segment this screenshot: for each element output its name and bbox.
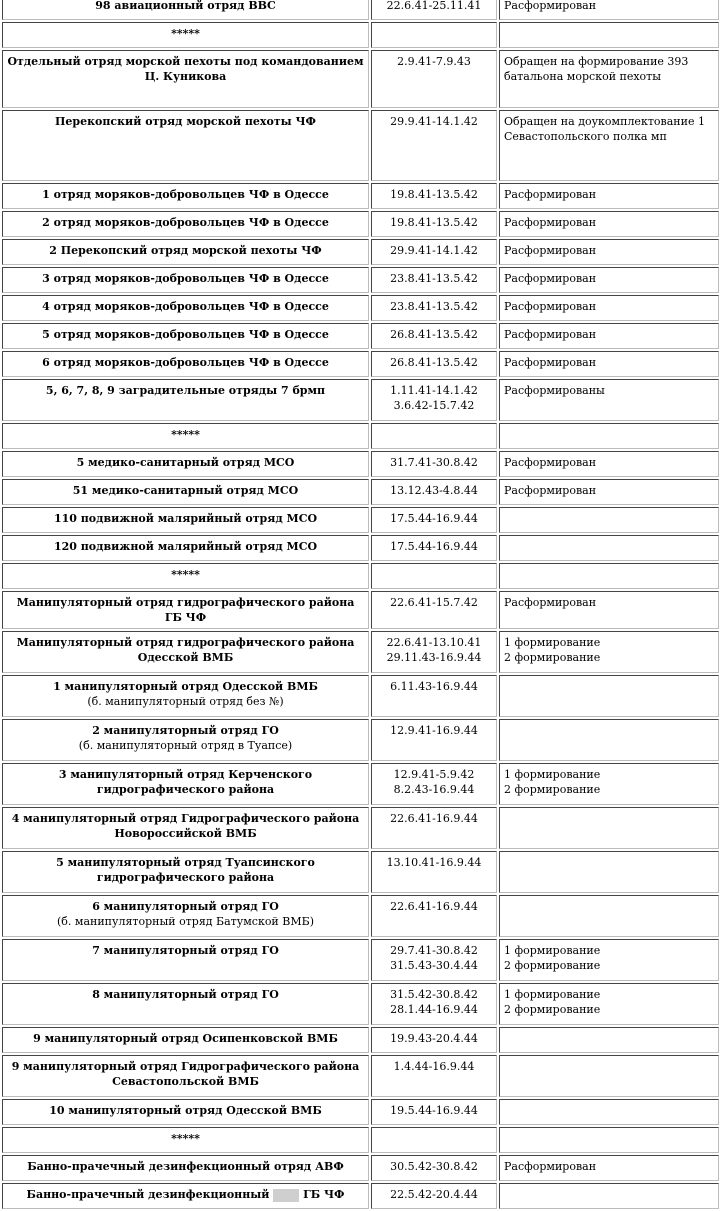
unit-name: 4 отряд моряков-добровольцев ЧФ в Одессе (42, 300, 329, 313)
unit-name-cell (2, 1027, 369, 1053)
unit-name-cell (2, 451, 369, 477)
table-row (2, 763, 719, 805)
fate-note-cell (499, 183, 719, 209)
units-table-body (2, 0, 719, 1209)
service-period: 1.4.44-16.9.44 (393, 1060, 475, 1073)
unit-name: Манипуляторный отряд гидрографического района ГБ ЧФ (16, 596, 355, 624)
service-period: 29.9.41-14.1.42 (390, 244, 478, 257)
unit-name-cell (2, 507, 369, 533)
service-period-cell (371, 379, 497, 421)
unit-name-cell (2, 1155, 369, 1181)
service-period-cell (371, 110, 497, 181)
service-period-cell (371, 631, 497, 673)
unit-name: Манипуляторный отряд гидрографического района Одесской ВМБ (16, 636, 355, 664)
unit-name-cell (2, 851, 369, 893)
unit-name: 5 медико-санитарный отряд МСО (76, 456, 295, 469)
fate-note-cell (499, 895, 719, 937)
fate-note-cell (499, 110, 719, 181)
fate-note-cell (499, 1183, 719, 1209)
service-period-cell (371, 563, 497, 589)
service-period-cell (371, 1027, 497, 1053)
fate-note-cell (499, 423, 719, 449)
fate-note-cell (499, 851, 719, 893)
fate-note-cell (499, 719, 719, 761)
unit-name: 1 отряд моряков-добровольцев ЧФ в Одессе (42, 188, 329, 201)
fate-note-cell (499, 50, 719, 108)
fate-note-cell (499, 763, 719, 805)
table-row (2, 1183, 719, 1209)
service-period: 22.6.41-16.9.44 (390, 812, 478, 825)
unit-name: 9 манипуляторный отряд Гидрографического района Севастопольской ВМБ (11, 1060, 360, 1088)
unit-name: 7 манипуляторный отряд ГО (92, 944, 279, 957)
unit-name-cell (2, 939, 369, 981)
service-period: 22.6.41-13.10.41 (386, 636, 482, 649)
service-period-cell (371, 50, 497, 108)
unit-name: 5 отряд моряков-добровольцев ЧФ в Одессе (42, 328, 329, 341)
unit-name: 6 отряд моряков-добровольцев ЧФ в Одессе (42, 356, 329, 369)
service-period: 22.5.42-20.4.44 (390, 1188, 478, 1201)
service-period: 22.6.41-25.11.41 (386, 0, 482, 12)
fate-note-cell (499, 631, 719, 673)
unit-name: 4 манипуляторный отряд Гидрографического района Новороссийской ВМБ (11, 812, 360, 840)
fate-note-cell (499, 1155, 719, 1181)
table-row (2, 1127, 719, 1153)
service-period-cell (371, 675, 497, 717)
service-period-second: 8.2.43-16.9.44 (393, 783, 475, 796)
fate-note: Обращен на доукомплектование 1 Севастопольского полка мп (504, 115, 705, 143)
table-row (2, 50, 719, 108)
fate-note-cell (499, 1027, 719, 1053)
fate-note-cell (499, 563, 719, 589)
service-period-cell (371, 939, 497, 981)
fate-note: 1 формирование (504, 988, 601, 1001)
fate-note-cell (499, 379, 719, 421)
fate-note: Обращен на формирование 393 батальона морской пехоты (504, 55, 689, 83)
unit-name: 3 отряд моряков-добровольцев ЧФ в Одессе (42, 272, 329, 285)
service-period: 13.10.41-16.9.44 (386, 856, 482, 869)
service-period-cell (371, 851, 497, 893)
unit-name: 5, 6, 7, 8, 9 заградительные отряды 7 брмп (45, 384, 326, 397)
service-period-cell (371, 323, 497, 349)
unit-name-cell (2, 983, 369, 1025)
table-row (2, 675, 719, 717)
fate-note: Расформирован (504, 328, 597, 341)
table-row (2, 323, 719, 349)
table-row (2, 631, 719, 673)
table-row (2, 351, 719, 377)
unit-name: 120 подвижной малярийный отряд МСО (53, 540, 318, 553)
service-period: 23.8.41-13.5.42 (390, 300, 478, 313)
fate-note-second: 2 формирование (504, 959, 601, 972)
unit-name-cell (2, 351, 369, 377)
service-period: 29.7.41-30.8.42 (390, 944, 478, 957)
unit-name-cell (2, 22, 369, 48)
service-period: 19.9.43-20.4.44 (390, 1032, 478, 1045)
fate-note: Расформирован (504, 1160, 597, 1173)
service-period-cell (371, 1183, 497, 1209)
unit-name-cell (2, 763, 369, 805)
service-period-cell (371, 211, 497, 237)
unit-name: Банно-прачечный дезинфекционный отряд АВФ (27, 1160, 344, 1173)
table-row (2, 267, 719, 293)
unit-name-cell (2, 211, 369, 237)
unit-name: 98 авиационный отряд ВВС (95, 0, 276, 12)
service-period-cell (371, 183, 497, 209)
table-row (2, 183, 719, 209)
fate-note-cell (499, 0, 719, 20)
table-row (2, 895, 719, 937)
service-period: 22.6.41-16.9.44 (390, 900, 478, 913)
table-row (2, 239, 719, 265)
unit-name: 8 манипуляторный отряд ГО (92, 988, 279, 1001)
fate-note-cell (499, 939, 719, 981)
table-row (2, 423, 719, 449)
fate-note: 1 формирование (504, 636, 601, 649)
table-row (2, 479, 719, 505)
service-period-cell (371, 295, 497, 321)
unit-former-name: (б. манипуляторный отряд без №) (87, 695, 284, 708)
service-period: 13.12.43-4.8.44 (390, 484, 478, 497)
fate-note: Расформирован (504, 356, 597, 369)
unit-name: 3 манипуляторный отряд Керченского гидрографического района (58, 768, 313, 796)
fate-note-second: 2 формирование (504, 783, 601, 796)
service-period: 26.8.41-13.5.42 (390, 356, 478, 369)
service-period: 26.8.41-13.5.42 (390, 328, 478, 341)
unit-name-cell (2, 631, 369, 673)
unit-name-cell (2, 479, 369, 505)
unit-name-cell (2, 1127, 369, 1153)
fate-note-cell (499, 983, 719, 1025)
unit-name-cell (2, 423, 369, 449)
fate-note: 1 формирование (504, 944, 601, 957)
service-period: 30.5.42-30.8.42 (390, 1160, 478, 1173)
fate-note: Расформирован (504, 596, 597, 609)
fate-note-cell (499, 351, 719, 377)
service-period-cell (371, 1155, 497, 1181)
unit-name: ***** (171, 1132, 200, 1145)
table-row (2, 0, 719, 20)
table-row (2, 563, 719, 589)
service-period: 22.6.41-15.7.42 (390, 596, 478, 609)
table-row (2, 719, 719, 761)
unit-name-cell (2, 1183, 369, 1209)
table-row (2, 22, 719, 48)
table-row (2, 451, 719, 477)
table-row (2, 983, 719, 1025)
service-period: 31.7.41-30.8.42 (390, 456, 478, 469)
fate-note: Расформирован (504, 300, 597, 313)
fate-note: Расформирован (504, 456, 597, 469)
unit-name-cell (2, 535, 369, 561)
fate-note-second: 2 формирование (504, 1003, 601, 1016)
fate-note-cell (499, 323, 719, 349)
table-row (2, 507, 719, 533)
service-period-cell (371, 535, 497, 561)
table-row (2, 110, 719, 181)
service-period-cell (371, 983, 497, 1025)
unit-name-cell (2, 1055, 369, 1097)
fate-note-cell (499, 1127, 719, 1153)
unit-name-cell (2, 323, 369, 349)
unit-name-cell (2, 183, 369, 209)
unit-name: 1 манипуляторный отряд Одесской ВМБ (53, 680, 318, 693)
service-period: 17.5.44-16.9.44 (390, 540, 478, 553)
fate-note-cell (499, 22, 719, 48)
unit-name: 10 манипуляторный отряд Одесской ВМБ (49, 1104, 322, 1117)
fate-note: Расформирован (504, 0, 597, 12)
unit-name-cell (2, 379, 369, 421)
table-row (2, 1155, 719, 1181)
service-period-cell (371, 895, 497, 937)
service-period: 31.5.42-30.8.42 (390, 988, 478, 1001)
unit-name-cell (2, 719, 369, 761)
unit-name-cell (2, 50, 369, 108)
unit-name: ***** (171, 568, 200, 581)
fate-note-cell (499, 535, 719, 561)
unit-name: ***** (171, 27, 200, 40)
service-period-cell (371, 239, 497, 265)
unit-former-name: (б. манипуляторный отряд в Туапсе) (78, 739, 293, 752)
table-row (2, 807, 719, 849)
service-period-cell (371, 719, 497, 761)
service-period: 19.5.44-16.9.44 (390, 1104, 478, 1117)
unit-name: Перекопский отряд морской пехоты ЧФ (55, 115, 316, 128)
unit-name: 2 отряд моряков-добровольцев ЧФ в Одессе (42, 216, 329, 229)
unit-name-cell (2, 807, 369, 849)
fate-note-cell (499, 807, 719, 849)
unit-name-cell (2, 563, 369, 589)
fate-note-cell (499, 675, 719, 717)
fate-note-cell (499, 295, 719, 321)
table-row (2, 1027, 719, 1053)
service-period-cell (371, 451, 497, 477)
unit-name: 2 Перекопский отряд морской пехоты ЧФ (49, 244, 322, 257)
unit-name: 2 манипуляторный отряд ГО (92, 724, 279, 737)
service-period: 29.9.41-14.1.42 (390, 115, 478, 128)
service-period-cell (371, 1127, 497, 1153)
fate-note-cell (499, 451, 719, 477)
unit-name-cell (2, 895, 369, 937)
fate-note: Расформирован (504, 272, 597, 285)
unit-name-cell (2, 110, 369, 181)
table-row (2, 851, 719, 893)
fate-note: 1 формирование (504, 768, 601, 781)
service-period-cell (371, 807, 497, 849)
service-period-cell (371, 591, 497, 629)
service-period: 19.8.41-13.5.42 (390, 188, 478, 201)
unit-name-cell (2, 0, 369, 20)
table-row (2, 295, 719, 321)
fate-note-cell (499, 507, 719, 533)
unit-name: Банно-прачечный дезинфекционный (26, 1188, 270, 1201)
service-period: 17.5.44-16.9.44 (390, 512, 478, 525)
fate-note: Расформирован (504, 244, 597, 257)
unit-former-name: (б. манипуляторный отряд Батумской ВМБ) (56, 915, 314, 928)
service-period-cell (371, 0, 497, 20)
service-period-cell (371, 423, 497, 449)
unit-name: Отдельный отряд морской пехоты под командованием Ц. Куникова (7, 55, 364, 83)
table-row (2, 1055, 719, 1097)
service-period-cell (371, 763, 497, 805)
unit-name-cell (2, 1099, 369, 1125)
fate-note-cell (499, 591, 719, 629)
fate-note-cell (499, 239, 719, 265)
unit-name-cell (2, 591, 369, 629)
unit-name: 6 манипуляторный отряд ГО (92, 900, 279, 913)
fate-note-cell (499, 267, 719, 293)
fate-note: Расформирован (504, 216, 597, 229)
unit-name: 9 манипуляторный отряд Осипенковской ВМБ (33, 1032, 338, 1045)
service-period: 2.9.41-7.9.43 (397, 55, 471, 68)
fate-note: Расформирован (504, 188, 597, 201)
unit-name: 51 медико-санитарный отряд МСО (72, 484, 299, 497)
table-row (2, 939, 719, 981)
unit-name-cell (2, 675, 369, 717)
service-period: 12.9.41-5.9.42 (393, 768, 475, 781)
service-period-second: 3.6.42-15.7.42 (393, 399, 475, 412)
fate-note: Расформирован (504, 484, 597, 497)
unit-name-tail: ГБ ЧФ (303, 1188, 345, 1201)
unit-name: 5 манипуляторный отряд Туапсинского гидрографического района (56, 856, 315, 884)
fate-note-cell (499, 1099, 719, 1125)
unit-name-cell (2, 295, 369, 321)
unit-name-cell (2, 239, 369, 265)
table-row (2, 591, 719, 629)
service-period-cell (371, 22, 497, 48)
service-period: 19.8.41-13.5.42 (390, 216, 478, 229)
table-row (2, 535, 719, 561)
service-period: 1.11.41-14.1.42 (390, 384, 478, 397)
service-period-cell (371, 1055, 497, 1097)
unit-name: ***** (171, 428, 200, 441)
fate-note-second: 2 формирование (504, 651, 601, 664)
service-period: 6.11.43-16.9.44 (390, 680, 478, 693)
unit-name: 110 подвижной малярийный отряд МСО (53, 512, 318, 525)
fate-note-cell (499, 1055, 719, 1097)
service-period-second: 29.11.43-16.9.44 (386, 651, 482, 664)
fate-note-cell (499, 479, 719, 505)
service-period-cell (371, 479, 497, 505)
fate-note-cell (499, 211, 719, 237)
table-row (2, 1099, 719, 1125)
table-row (2, 211, 719, 237)
service-period: 23.8.41-13.5.42 (390, 272, 478, 285)
table-row (2, 379, 719, 421)
service-period-cell (371, 351, 497, 377)
fate-note: Расформированы (504, 384, 605, 397)
service-period-cell (371, 267, 497, 293)
service-period-second: 31.5.43-30.4.44 (390, 959, 478, 972)
service-period-second: 28.1.44-16.9.44 (390, 1003, 478, 1016)
service-period-cell (371, 1099, 497, 1125)
service-period-cell (371, 507, 497, 533)
service-period: 12.9.41-16.9.44 (390, 724, 478, 737)
unit-name-cell (2, 267, 369, 293)
